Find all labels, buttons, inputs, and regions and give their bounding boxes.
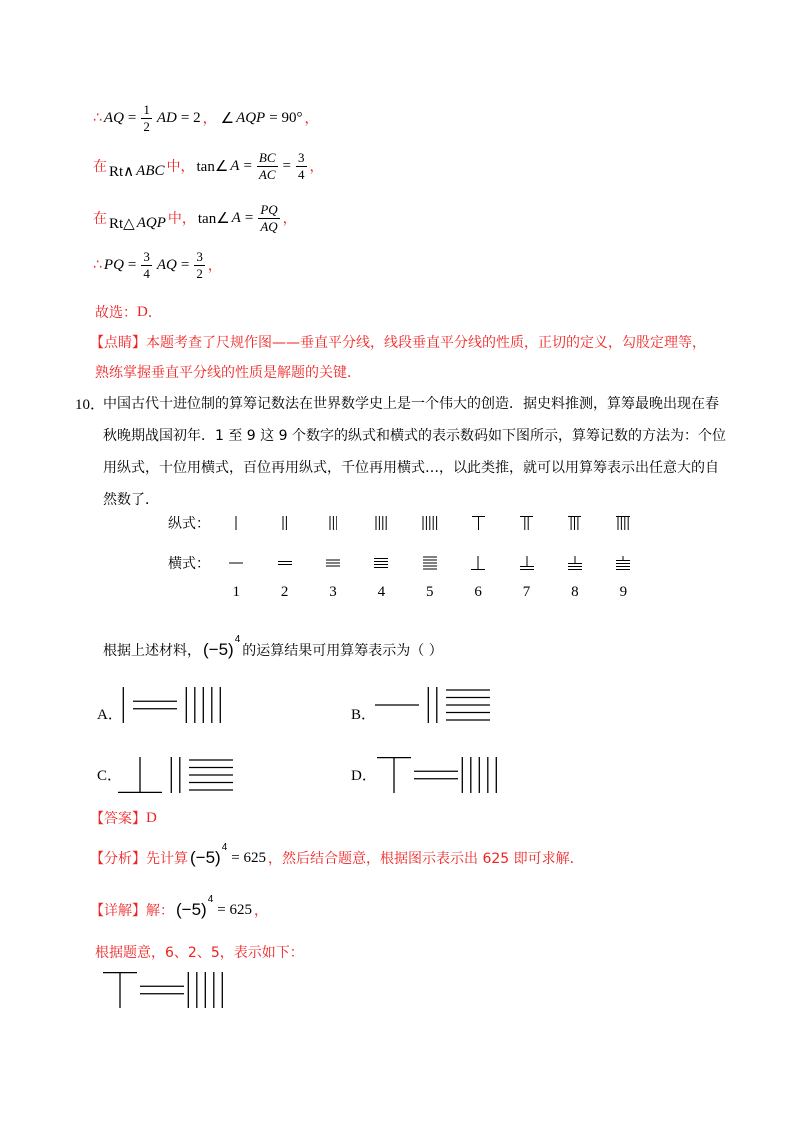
math-var: A [231, 209, 241, 226]
digit-label-row [212, 578, 648, 606]
math-op: = [282, 157, 292, 174]
rod-numeral-5-horizontal [446, 687, 490, 723]
question-line-4 [103, 483, 159, 515]
horizontal-form-cell [229, 556, 243, 570]
rod-numeral-2-vertical [170, 757, 181, 793]
analysis-label: 【分析】 [90, 851, 146, 867]
math-expr: = 625 [231, 849, 266, 866]
math-var: AD [156, 109, 177, 126]
rod-numeral-6-horizontal [118, 757, 162, 793]
rod-numeral-2-horizontal [414, 757, 458, 793]
rod-numeral-1-horizontal [375, 687, 419, 723]
solution-step-1 [93, 102, 318, 134]
rod-numeral-4-vertical [375, 516, 387, 530]
comma: ， [304, 111, 319, 127]
detail-label: 【详解】 [90, 903, 146, 919]
power-base: (−5) [176, 900, 207, 919]
horizontal-form-cell [471, 556, 485, 570]
rod-numeral-5-horizontal [423, 556, 437, 570]
horizontal-form-cell [278, 556, 292, 570]
math-op: = [180, 256, 190, 273]
triangle-name: AQP [136, 214, 166, 231]
fraction [194, 250, 205, 281]
question-text: 然数了． [103, 492, 159, 508]
choice-period: ． [147, 305, 162, 321]
fraction-numerator: 3 [196, 248, 203, 264]
rod-numeral-1-vertical [122, 687, 125, 723]
analysis-pre: 先计算 [146, 851, 188, 867]
rod-numeral-2-horizontal [140, 972, 184, 1008]
horizontal-form-cell [616, 556, 630, 570]
fraction-numerator: 1 [143, 101, 150, 117]
right-triangle-prefix: Rt∧ [109, 163, 135, 180]
fraction-numerator: BC [258, 149, 276, 165]
rod-numeral-6-vertical [377, 757, 411, 793]
rod-numeral-2-vertical [427, 687, 438, 723]
fraction [141, 103, 152, 134]
text-zhong: 中， [166, 159, 195, 175]
digit-label: 9 [619, 583, 628, 600]
horizontal-form-cell [374, 556, 388, 570]
math-var: AQ [103, 109, 124, 126]
fraction [141, 250, 152, 281]
digit-label: 1 [232, 583, 240, 600]
vertical-form-cell [568, 516, 581, 530]
rod-numeral-5-vertical [187, 972, 224, 1008]
power-base: (−5) [190, 848, 221, 867]
fraction-numerator: PQ [260, 201, 278, 217]
solution-step-2 [93, 150, 324, 182]
question-line-1 [75, 387, 719, 419]
rod-numeral-4-horizontal [374, 556, 388, 570]
triangle-name: ABC [136, 162, 165, 179]
solution-step-4 [93, 249, 222, 281]
math-op: = [127, 256, 137, 273]
answer-rods [103, 972, 224, 1008]
fraction-denominator: 4 [298, 166, 305, 182]
rod-numeral-6-vertical [472, 516, 485, 530]
fraction [257, 151, 278, 182]
power-exponent: 4 [207, 894, 214, 905]
fraction-denominator: AC [258, 166, 276, 182]
text-zai: 在 [93, 211, 107, 227]
rod-numeral-5-horizontal [189, 757, 233, 793]
rod-numeral-9-vertical [616, 516, 630, 530]
detail-line [90, 894, 268, 926]
vertical-form-cell [520, 516, 533, 530]
vertical-form-cell [235, 516, 237, 530]
power-expression [203, 634, 241, 660]
rod-numeral-5-vertical [185, 687, 222, 723]
comma: ， [202, 111, 217, 127]
power-base: (−5) [203, 640, 234, 659]
comment-line-2 [95, 356, 361, 388]
fraction [258, 203, 279, 234]
math-op: = [243, 157, 252, 174]
rod-numeral-5-vertical [461, 757, 498, 793]
rod-numeral-3-vertical [329, 516, 338, 530]
tan-function: tan∠ [196, 158, 229, 175]
rod-numeral-2-horizontal [278, 556, 292, 570]
fraction [296, 151, 307, 182]
rod-numeral-2-vertical [282, 516, 287, 530]
question-text: 秋晚期战国初年．1 至 9 这 9 个数字的纵式和横式的表示数码如下图所示，算筹记数的方法为：个位 [103, 428, 726, 444]
math-op: = [244, 209, 254, 226]
comma: ， [254, 903, 268, 919]
text-zai: 在 [93, 159, 107, 175]
right-triangle-prefix: Rt△ [109, 215, 135, 232]
analysis-line [90, 842, 584, 874]
prompt-before: 根据上述材料， [103, 643, 201, 659]
rod-numeral-8-vertical [568, 516, 581, 530]
rod-numeral-8-horizontal [568, 556, 582, 570]
comma: ， [282, 211, 297, 227]
horizontal-form-cell [568, 556, 582, 570]
vertical-form-cell [422, 516, 438, 530]
fraction-denominator: 2 [143, 118, 150, 134]
horizontal-form-cell [423, 556, 437, 570]
math-var: AQ [156, 256, 177, 273]
math-expr: = 90° [269, 109, 303, 126]
fraction-denominator: 2 [196, 265, 203, 281]
choice-line [95, 296, 162, 328]
detail-text: 根据题意，6、2、5，表示如下： [95, 945, 304, 961]
option-a-label[interactable]: A． [97, 707, 123, 723]
rod-numeral-1-vertical [235, 516, 237, 530]
vertical-form-cell [282, 516, 287, 530]
question-text: 中国古代十进位制的算筹记数法在世界数学史上是一个伟大的创造．据史料推测，算筹最晚出现在春 [103, 396, 719, 412]
angle-points: AQP [236, 109, 266, 126]
math-var: A [230, 157, 240, 174]
comma: ， [309, 159, 324, 175]
fraction-denominator: 4 [143, 265, 150, 281]
prompt-after: 的运算结果可用算筹表示为（ ） [242, 643, 443, 659]
option-c-label[interactable]: C． [97, 768, 123, 784]
analysis-post: ，然后结合题意，根据图示表示出 625 即可求解． [268, 851, 584, 867]
answer-line [90, 802, 157, 834]
detail-line-2 [95, 936, 304, 968]
horizontal-form-row [212, 556, 648, 570]
option-b-rods[interactable] [375, 687, 490, 723]
vertical-form-label: 纵式： [168, 516, 210, 532]
digit-label: 4 [377, 583, 386, 600]
comment-text: 本题考查了尺规作图——垂直平分线，线段垂直平分线的性质，正切的定义，勾股定理等， [146, 335, 706, 351]
therefore-symbol: ∴ [93, 110, 102, 126]
vertical-form-row [212, 516, 648, 530]
option-b-label[interactable]: B． [351, 707, 377, 723]
fraction-denominator: AQ [260, 218, 278, 234]
digit-label: 5 [426, 583, 434, 600]
option-c-rods[interactable] [118, 757, 233, 793]
digit-label: 7 [522, 583, 531, 600]
angle-symbol: ∠ [220, 110, 235, 127]
rod-numeral-7-horizontal [520, 556, 534, 570]
rod-numeral-6-vertical [103, 972, 137, 1008]
math-expr: = 625 [217, 901, 252, 918]
question-prompt [103, 634, 443, 666]
option-d-rods[interactable] [377, 757, 498, 793]
horizontal-form-label: 横式： [168, 556, 210, 572]
horizontal-form-cell [326, 556, 340, 570]
option-a-rods[interactable] [122, 687, 221, 723]
comma: ， [207, 258, 222, 274]
question-line-3 [103, 451, 719, 483]
digit-label: 6 [474, 583, 482, 600]
power-exponent: 4 [234, 634, 241, 645]
tan-function: tan∠ [197, 210, 230, 227]
power-expression [176, 894, 214, 920]
answer-value: D [146, 809, 157, 826]
comment-label: 【点睛】 [90, 335, 146, 351]
option-d-label[interactable]: D． [351, 768, 377, 784]
horizontal-form-cell [520, 556, 534, 570]
detail-pre: 解： [146, 903, 174, 919]
comment-line-1 [90, 326, 706, 358]
fraction-numerator: 3 [298, 149, 305, 165]
choice-letter: D [137, 303, 148, 320]
vertical-form-cell [329, 516, 338, 530]
rod-numeral-7-vertical [520, 516, 533, 530]
vertical-form-cell [375, 516, 387, 530]
digit-label: 8 [571, 583, 579, 600]
rod-numeral-5-vertical [422, 516, 438, 530]
fraction-numerator: 3 [143, 248, 150, 264]
answer-label: 【答案】 [90, 811, 146, 827]
question-line-2 [103, 419, 726, 451]
rod-numeral-1-horizontal [229, 556, 243, 570]
choice-prefix: 故选： [95, 305, 137, 321]
rod-numeral-2-horizontal [133, 687, 177, 723]
vertical-form-cell [472, 516, 485, 530]
power-expression [190, 842, 228, 868]
math-var: PQ [103, 256, 124, 273]
vertical-form-cell [616, 516, 630, 530]
digit-label: 2 [280, 583, 289, 600]
math-expr: = 2 [180, 109, 201, 126]
rod-numeral-3-horizontal [326, 556, 340, 570]
math-op: = [127, 109, 137, 126]
rod-numeral-6-horizontal [471, 556, 485, 570]
comment-text: 熟练掌握垂直平分线的性质是解题的关键． [95, 365, 361, 381]
rod-numeral-9-horizontal [616, 556, 630, 570]
therefore-symbol: ∴ [93, 257, 102, 273]
question-number: 10． [75, 396, 106, 413]
question-text: 用纵式，十位用横式，百位再用纵式，千位再用横式…，以此类推，就可以用算筹表示出任意大的自 [103, 460, 719, 476]
power-exponent: 4 [221, 842, 228, 853]
digit-label: 3 [329, 583, 337, 600]
text-zhong: 中， [167, 211, 196, 227]
solution-step-3 [93, 202, 297, 234]
